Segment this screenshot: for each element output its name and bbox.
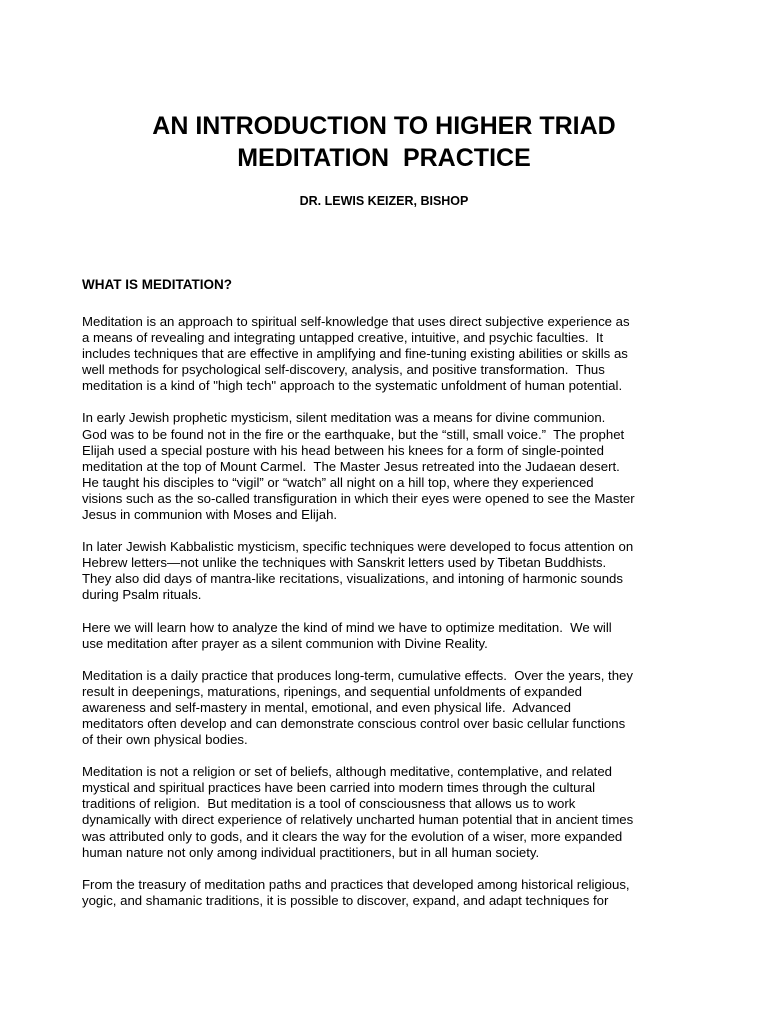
- section-heading: WHAT IS MEDITATION?: [82, 277, 232, 292]
- paragraph-line: Here we will learn how to analyze the kind of mind we have to optimize meditation. We will: [82, 619, 612, 635]
- paragraph-line: dynamically with direct experience of relatively uncharted human potential that in ancient times: [82, 812, 634, 828]
- paragraph-line: Meditation is an approach to spiritual self-knowledge that uses direct subjective experience as: [82, 314, 630, 329]
- paragraph-line: Meditation is not a religion or set of beliefs, although meditative, contemplative, and related: [82, 764, 613, 780]
- title-line: MEDITATION PRACTICE: [237, 144, 531, 172]
- document-body: [82, 314, 722, 925]
- paragraph-line: a means of revealing and integrating untapped creative, intuitive, and psychic faculties. It: [82, 330, 604, 346]
- paragraph-line: meditation is a kind of "high tech" approach to the systematic unfoldment of human potential.: [82, 378, 623, 394]
- document-title: [0, 110, 768, 174]
- paragraph-line: In later Jewish Kabbalistic mysticism, specific techniques were developed to focus attention on: [82, 539, 634, 555]
- paragraph-line: They also did days of mantra-like recitations, visualizations, and intoning of harmonic sounds: [82, 571, 623, 587]
- paragraph-line: well methods for psychological self-discovery, analysis, and positive transformation. Thus: [82, 362, 605, 378]
- body-paragraph: [82, 410, 722, 523]
- paragraph-line: visions such as the so-called transfiguration in which their eyes were opened to see the Master: [82, 490, 635, 506]
- paragraph-line: Hebrew letters—not unlike the techniques with Sanskrit letters used by Tibetan Buddhists.: [82, 555, 607, 571]
- paragraph-line: was attributed only to gods, and it clears the way for the evolution of a wiser, more expanded: [82, 828, 623, 844]
- body-paragraph: [82, 668, 722, 748]
- title-line: AN INTRODUCTION TO HIGHER TRIAD: [152, 112, 616, 140]
- paragraph-line: traditions of religion. But meditation is a tool of consciousness that allows us to work: [82, 796, 576, 812]
- paragraph-line: awareness and self-mastery in mental, emotional, and even physical life. Advanced: [82, 699, 571, 715]
- author-byline: DR. LEWIS KEIZER, BISHOP: [299, 194, 469, 208]
- paragraph-line: From the treasury of meditation paths and practices that developed among historical religious,: [82, 876, 630, 892]
- paragraph-line: during Psalm rituals.: [82, 587, 202, 603]
- body-paragraph: [82, 764, 722, 861]
- paragraph-line: human nature not only among individual practitioners, but in all human society.: [82, 844, 540, 860]
- body-paragraph: [82, 877, 722, 909]
- body-paragraph: [82, 314, 722, 394]
- paragraph-line: includes techniques that are effective in amplifying and fine-tuning existing abilities or skills as: [82, 346, 628, 362]
- paragraph-line: use meditation after prayer as a silent communion with Divine Reality.: [82, 635, 488, 651]
- paragraph-line: meditators often develop and can demonstrate conscious control over basic cellular functions: [82, 715, 626, 731]
- paragraph-line: meditation at the top of Mount Carmel. The Master Jesus retreated into the Judaean desert.: [82, 458, 620, 474]
- paragraph-line: mystical and spiritual practices have been carried into modern times through the cultural: [82, 780, 596, 796]
- paragraph-line: He taught his disciples to “vigil” or “watch” all night on a hill top, where they experienced: [82, 474, 594, 490]
- paragraph-line: God was to be found not in the fire or the earthquake, but the “still, small voice.” The prophet: [82, 426, 625, 442]
- paragraph-line: Meditation is a daily practice that produces long-term, cumulative effects. Over the years, they: [82, 667, 633, 683]
- paragraph-line: Elijah used a special posture with his head between his knees for a form of single-pointed: [82, 442, 604, 458]
- body-paragraph: [82, 620, 722, 652]
- paragraph-line: of their own physical bodies.: [82, 732, 248, 748]
- body-paragraph: [82, 539, 722, 603]
- paragraph-line: In early Jewish prophetic mysticism, silent meditation was a means for divine communion.: [82, 410, 606, 426]
- paragraph-line: Jesus in communion with Moses and Elijah.: [82, 507, 338, 523]
- paragraph-line: result in deepenings, maturations, ripenings, and sequential unfoldments of expanded: [82, 683, 582, 699]
- paragraph-line: yogic, and shamanic traditions, it is possible to discover, expand, and adapt techniques for: [82, 892, 609, 908]
